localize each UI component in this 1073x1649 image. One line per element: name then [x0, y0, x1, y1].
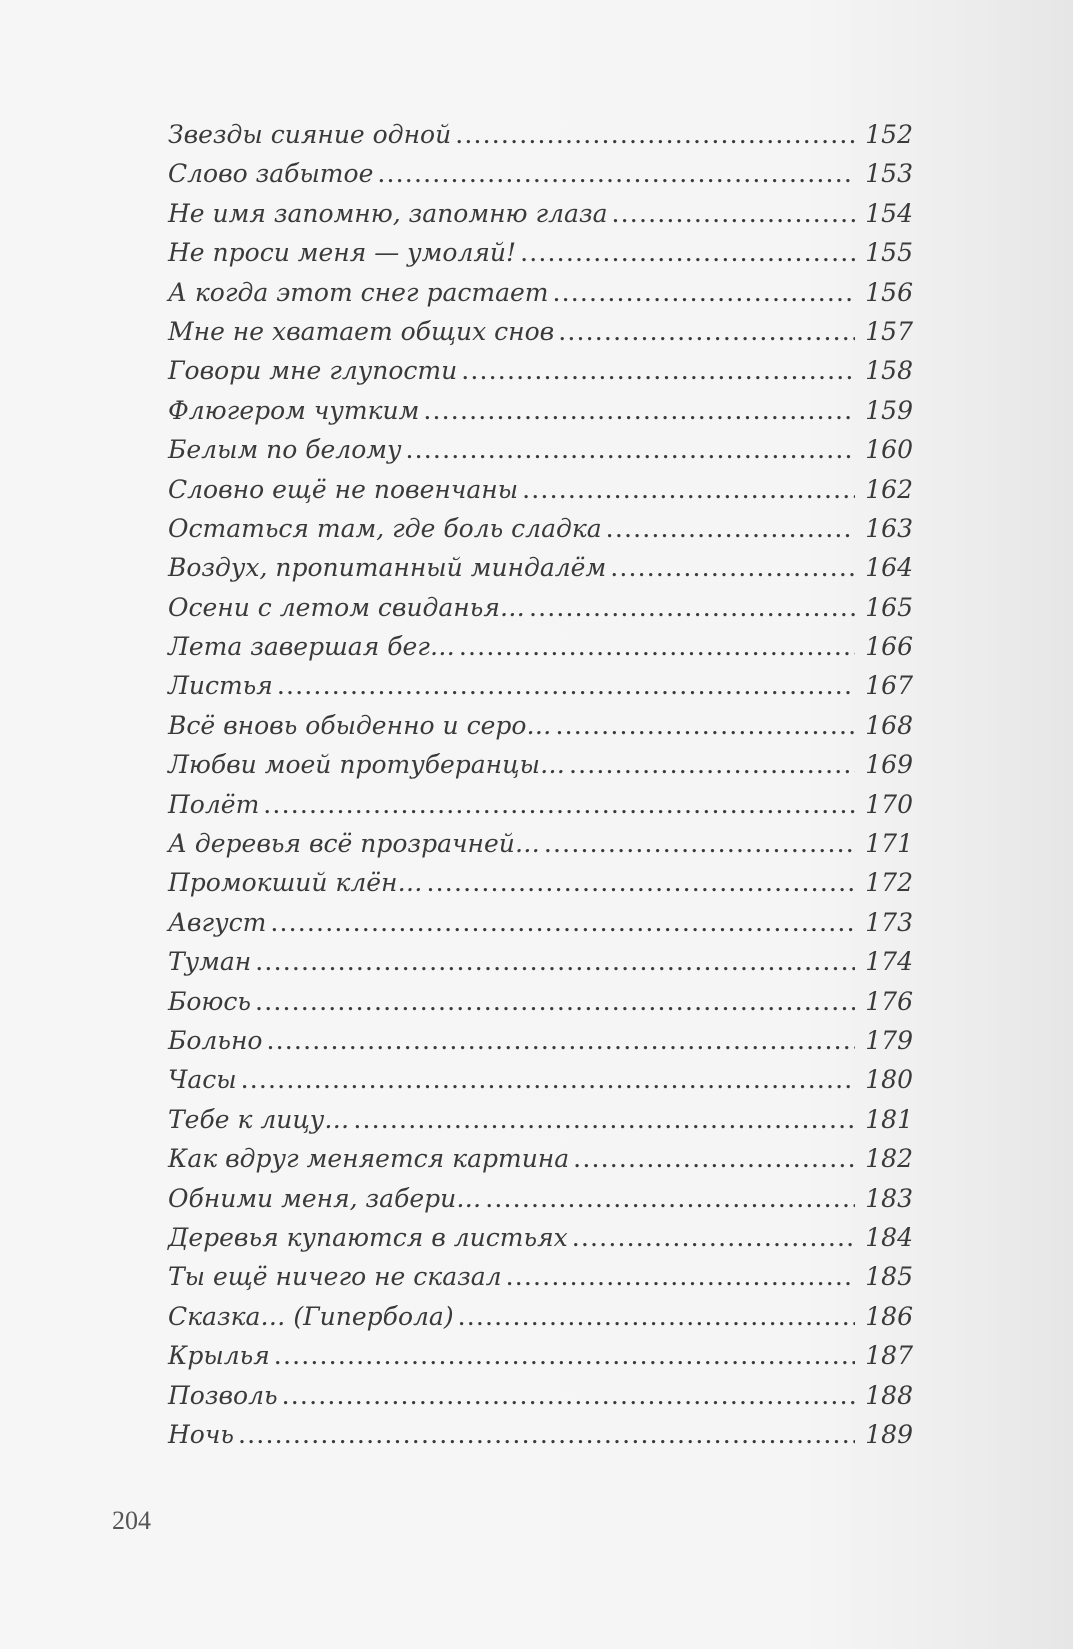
toc-entry-page: 169: [865, 750, 913, 780]
toc-dot-leader: [458, 1297, 855, 1336]
toc-entry: [168, 430, 913, 469]
toc-entry: [168, 942, 913, 981]
toc-entry-page: 159: [865, 395, 913, 425]
toc-dot-leader: [282, 1376, 855, 1415]
toc-entry: [168, 627, 913, 666]
toc-entry-page: 158: [865, 356, 913, 386]
toc-dot-leader: [573, 1139, 855, 1178]
toc-entry: [168, 391, 913, 430]
toc-entry-title: Осени с летом свиданья…: [168, 592, 525, 622]
toc-entry: [168, 154, 913, 193]
toc-entry: [168, 1060, 913, 1099]
toc-dot-leader: [612, 194, 855, 233]
toc-entry-title: Не имя запомню, запомню глаза: [168, 198, 608, 228]
toc-entry-title: Флюгером чутким: [168, 395, 420, 425]
toc-entry-page: 181: [865, 1104, 913, 1134]
toc-entry-title: Лета завершая бег…: [168, 632, 455, 662]
toc-entry: [168, 273, 913, 312]
toc-entry-page: 186: [865, 1301, 913, 1331]
toc-dot-leader: [572, 1218, 855, 1257]
toc-entry-title: А деревья всё прозрачней…: [168, 829, 540, 859]
toc-entry-title: А когда этот снег растает: [168, 277, 549, 307]
toc-entry-title: Словно ещё не повенчаны: [168, 474, 519, 504]
toc-dot-leader: [520, 233, 855, 272]
toc-entry-title: Деревья купаются в листьях: [168, 1222, 568, 1252]
toc-entry-page: 168: [865, 710, 913, 740]
toc-entry: [168, 509, 913, 548]
toc-dot-leader: [455, 115, 855, 154]
toc-entry-page: 185: [865, 1262, 913, 1292]
toc-entry: [168, 666, 913, 705]
toc-dot-leader: [377, 154, 855, 193]
toc-entry: [168, 1218, 913, 1257]
toc-entry-page: 187: [865, 1341, 913, 1371]
toc-dot-leader: [569, 745, 855, 784]
toc-entry: [168, 1021, 913, 1060]
toc-dot-leader: [555, 706, 855, 745]
toc-entry: [168, 903, 913, 942]
toc-dot-leader: [353, 1100, 855, 1139]
toc-entry-page: 164: [865, 553, 913, 583]
toc-entry-title: Мне не хватает общих снов: [168, 316, 555, 346]
toc-dot-leader: [270, 903, 855, 942]
toc-entry-title: Как вдруг меняется картина: [168, 1144, 570, 1174]
table-of-contents: [168, 115, 913, 1454]
toc-entry-title: Позволь: [168, 1380, 278, 1410]
toc-entry: [168, 1376, 913, 1415]
toc-entry: [168, 706, 913, 745]
toc-entry-page: 174: [865, 947, 913, 977]
toc-entry-page: 162: [865, 474, 913, 504]
toc-entry: [168, 233, 913, 272]
toc-entry: [168, 745, 913, 784]
toc-entry-title: Воздух, пропитанный миндалём: [168, 553, 607, 583]
toc-entry: [168, 1139, 913, 1178]
toc-entry-title: Туман: [168, 947, 252, 977]
toc-entry-title: Любви моей протуберанцы…: [168, 750, 565, 780]
toc-entry-page: 180: [865, 1065, 913, 1095]
toc-entry-title: Остаться там, где боль сладка: [168, 513, 602, 543]
toc-entry-title: Полёт: [168, 789, 260, 819]
toc-entry: [168, 1257, 913, 1296]
toc-entry-page: 176: [865, 986, 913, 1016]
toc-entry-page: 154: [865, 198, 913, 228]
toc-entry-title: Белым по белому: [168, 435, 402, 465]
toc-entry-title: Тебе к лицу…: [168, 1104, 350, 1134]
toc-entry: [168, 548, 913, 587]
toc-dot-leader: [255, 982, 855, 1021]
toc-entry-page: 182: [865, 1144, 913, 1174]
toc-entry-title: Слово забытое: [168, 159, 374, 189]
toc-dot-leader: [263, 785, 855, 824]
toc-entry: [168, 1336, 913, 1375]
toc-entry-page: 179: [865, 1025, 913, 1055]
toc-entry-page: 165: [865, 592, 913, 622]
toc-dot-leader: [606, 509, 855, 548]
toc-dot-leader: [427, 863, 855, 902]
toc-entry: [168, 1297, 913, 1336]
toc-entry-page: 189: [865, 1419, 913, 1449]
toc-entry-title: Ты ещё ничего не сказал: [168, 1262, 502, 1292]
toc-entry: [168, 588, 913, 627]
toc-entry-page: 188: [865, 1380, 913, 1410]
toc-entry-page: 173: [865, 907, 913, 937]
toc-dot-leader: [423, 391, 855, 430]
toc-dot-leader: [459, 627, 855, 666]
toc-entry-title: Говори мне глупости: [168, 356, 458, 386]
toc-entry: [168, 115, 913, 154]
toc-entry-page: 156: [865, 277, 913, 307]
toc-entry: [168, 351, 913, 390]
toc-entry-page: 152: [865, 120, 913, 149]
toc-entry-title: Больно: [168, 1025, 263, 1055]
toc-entry-page: 172: [865, 868, 913, 898]
toc-entry-page: 184: [865, 1222, 913, 1252]
toc-dot-leader: [277, 666, 855, 705]
page-number: 204: [112, 1506, 151, 1535]
toc-entry: [168, 312, 913, 351]
toc-entry-title: Часы: [168, 1065, 237, 1095]
toc-entry-title: Август: [168, 907, 267, 937]
toc-entry: [168, 824, 913, 863]
toc-entry: [168, 470, 913, 509]
toc-dot-leader: [266, 1021, 855, 1060]
toc-dot-leader: [238, 1415, 855, 1454]
toc-dot-leader: [529, 588, 855, 627]
toc-dot-leader: [485, 1179, 855, 1218]
toc-entry-title: Крылья: [168, 1341, 270, 1371]
toc-entry-page: 167: [865, 671, 913, 701]
toc-entry: [168, 982, 913, 1021]
toc-entry-page: 183: [865, 1183, 913, 1213]
toc-entry-page: 155: [865, 238, 913, 268]
toc-dot-leader: [241, 1060, 855, 1099]
toc-entry-title: Сказка… (Гипербола): [168, 1301, 454, 1331]
toc-entry-title: Не проси меня — умоляй!: [168, 238, 517, 268]
toc-dot-leader: [461, 351, 855, 390]
toc-entry: [168, 194, 913, 233]
toc-entry-title: Всё вновь обыденно и серо…: [168, 710, 552, 740]
toc-entry: [168, 863, 913, 902]
toc-entry-title: Листья: [168, 671, 273, 701]
toc-entry-page: 157: [865, 316, 913, 346]
toc-entry-page: 171: [865, 829, 913, 859]
toc-dot-leader: [506, 1257, 855, 1296]
toc-entry-title: Обними меня, забери…: [168, 1183, 482, 1213]
toc-entry-page: 153: [865, 159, 913, 189]
toc-dot-leader: [552, 273, 855, 312]
toc-entry-page: 170: [865, 789, 913, 819]
toc-entry-title: Боюсь: [168, 986, 252, 1016]
toc-dot-leader: [610, 548, 855, 587]
toc-dot-leader: [544, 824, 855, 863]
toc-entry: [168, 1415, 913, 1454]
toc-entry-page: 160: [865, 435, 913, 465]
toc-entry-page: 166: [865, 632, 913, 662]
toc-entry: [168, 1179, 913, 1218]
toc-dot-leader: [558, 312, 855, 351]
toc-entry: [168, 785, 913, 824]
toc-entry: [168, 1100, 913, 1139]
toc-dot-leader: [274, 1336, 855, 1375]
toc-entry-title: Звезды сияние одной: [168, 120, 452, 149]
toc-entry-page: 163: [865, 513, 913, 543]
toc-entry-title: Ночь: [168, 1419, 235, 1449]
toc-dot-leader: [522, 470, 855, 509]
toc-entry-title: Промокший клён…: [168, 868, 423, 898]
toc-dot-leader: [405, 430, 855, 469]
toc-dot-leader: [255, 942, 855, 981]
